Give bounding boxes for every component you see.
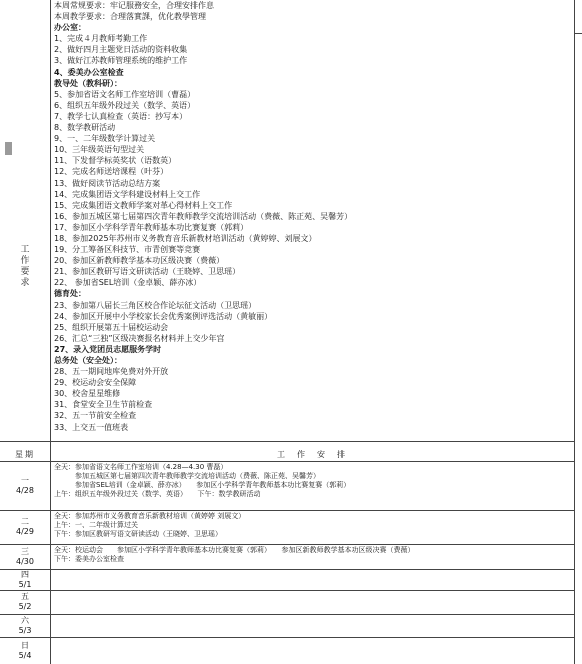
requirement-item: 32、五一节前安全检查 bbox=[54, 411, 137, 421]
day-label bbox=[0, 476, 50, 496]
requirement-item: 2、做好四月主题党日活动的资料收集 bbox=[54, 45, 188, 55]
requirement-item: 13、做好阅读节活动总结方案 bbox=[54, 178, 161, 188]
day-date: 5/1 bbox=[18, 580, 32, 589]
day-date: 4/30 bbox=[16, 556, 34, 566]
arrangement-line: 全天：校运动会 参加区小学科学青年教师基本功比赛复赛（郭莉） 参加区新教师教学基本功区级决赛（费薇） bbox=[54, 546, 415, 554]
requirement-item: 29、校运动会安全保障 bbox=[54, 378, 137, 388]
requirement-item: 31、食堂安全卫生节前检查 bbox=[54, 400, 153, 410]
day-date: 5/4 bbox=[18, 650, 32, 660]
requirement-item: 8、数学教研活动 bbox=[54, 123, 116, 133]
requirement-item: 11、下发督学标英奖状（语数英） bbox=[54, 156, 177, 166]
requirement-item: 28、五一期间地库免费对外开放 bbox=[54, 367, 169, 377]
requirement-item: 1、完成４月教师考勤工作 bbox=[54, 34, 148, 44]
weekday: 二 bbox=[21, 517, 29, 526]
requirements-label-char: 工 bbox=[20, 245, 30, 255]
row-divider bbox=[0, 614, 574, 615]
arrangement-line: 上午：组织五年级外段过关（数学、英语） 下午：数学教研活动 bbox=[54, 490, 261, 498]
day-date: 4/28 bbox=[16, 485, 34, 495]
requirements-label-char: 求 bbox=[20, 278, 30, 288]
header-work: 工 作 安 排 bbox=[277, 450, 347, 459]
day-label bbox=[0, 641, 50, 661]
day-arrangements bbox=[54, 463, 569, 499]
requirement-item: 16、参加五城区第七届第四次青年教师教学交流培训活动（费薇、陈正苑、吴馨芳） bbox=[54, 211, 353, 221]
weekday: 一 bbox=[21, 475, 29, 485]
day-date: 5/2 bbox=[18, 602, 32, 611]
requirement-heading: 总务处（安全处）： bbox=[54, 356, 122, 365]
requirement-item: 12、完成名师送培课程（叶芬） bbox=[54, 167, 169, 177]
arrangement-line: 下午：参加区教研写语文研读活动（王晓婷、卫思瑶） bbox=[54, 530, 222, 538]
requirement-item: 20、参加区新教师教学基本功区级决赛（费薇） bbox=[54, 256, 225, 266]
requirement-item: 本周常规要求：牢记服務安全，合理安排作息 bbox=[54, 1, 214, 10]
requirement-item: 本周教学要求：合理落實課，优化教學管理 bbox=[54, 12, 206, 22]
arrangement-line: 下午：委美办公室检查 bbox=[54, 555, 124, 563]
requirement-item: 17、参加区小学科学青年教师基本功比赛复赛（郭莉） bbox=[54, 222, 249, 232]
requirements-list bbox=[54, 0, 554, 433]
row-divider bbox=[0, 510, 574, 511]
weekday: 四 bbox=[21, 570, 29, 579]
requirement-item: 18、参加2025年苏州市义务教育音乐新教材培训活动（黄婷婷、刘展文） bbox=[54, 233, 317, 243]
requirement-item: 22、 参加省SEL培训（金卓颖、薛亦冰） bbox=[54, 278, 202, 288]
row-divider bbox=[0, 637, 574, 638]
requirements-label-char: 作 bbox=[20, 256, 30, 266]
requirement-item: 14、完成集团语文学科建设材料上交工作 bbox=[54, 189, 201, 199]
requirement-item: 33、上交五一值班表 bbox=[54, 422, 129, 432]
requirement-heading: 教导处（教科研）： bbox=[54, 78, 122, 88]
requirement-item: 19、分工筹备区科技节、市青创赛等竞赛 bbox=[54, 245, 201, 255]
requirement-item: 6、组织五年级外段过关（数学、英语） bbox=[54, 100, 196, 110]
arrangement-line: 上午：一、二年级计算过关 bbox=[54, 521, 138, 529]
requirements-label-char: 要 bbox=[20, 267, 30, 277]
requirement-item: 7、教学七认真检查（英语：抄写本） bbox=[54, 111, 188, 121]
requirement-item: 25、组织开展第五十届校运动会 bbox=[54, 322, 169, 332]
day-arrangements bbox=[54, 512, 569, 539]
requirement-item: 3、做好江苏教师管理系统的维护工作 bbox=[54, 56, 188, 66]
requirement-heading: 办公室： bbox=[54, 23, 86, 33]
requirement-item: 23、参加第八届长三角区校合作论坛征文活动（卫思瑶） bbox=[54, 300, 257, 310]
row-marker bbox=[5, 142, 12, 155]
requirement-item: 30、校舍星星维修 bbox=[54, 389, 121, 399]
arrangement-line: 参加五城区第七届第四次青年教师教学交流培训活动（费薇、陈正苑、吴馨芳） bbox=[54, 472, 320, 480]
day-date: 4/29 bbox=[16, 527, 34, 536]
requirement-heading: 德育处： bbox=[54, 289, 86, 299]
arrangement-line: 全天：参加苏州市义务教育音乐新教材培训（黄婷婷 刘展文） bbox=[54, 512, 246, 520]
arrangement-line: 全天：参加省语文名师工作室培训（4.28—4.30 曹磊） bbox=[54, 463, 228, 471]
day-label bbox=[0, 570, 50, 590]
weekday: 六 bbox=[21, 615, 29, 625]
weekday: 三 bbox=[21, 546, 29, 556]
section-divider bbox=[0, 441, 574, 442]
row-divider bbox=[0, 590, 574, 591]
requirement-heading: 4、委美办公室检查 bbox=[54, 67, 124, 77]
requirement-item: 15、完成集团语文教师学案对革心得材料上交工作 bbox=[54, 200, 233, 210]
row-divider bbox=[0, 569, 574, 570]
header-date: 星期 bbox=[15, 450, 35, 459]
weekday: 五 bbox=[21, 592, 29, 601]
row-divider bbox=[0, 544, 574, 545]
requirement-item: 5、参加省语文名师工作室培训（曹磊） bbox=[54, 89, 196, 99]
arrangement-line: 参加省SEL培训（金卓颖、薛亦冰） 参加区小学科学青年教师基本功比赛复赛（郭莉） bbox=[54, 481, 351, 489]
day-label bbox=[0, 592, 50, 612]
day-label bbox=[0, 517, 50, 537]
day-date: 5/3 bbox=[18, 625, 32, 635]
requirement-item: 26、汇总“三独”区级决赛报名材料并上交少年宫 bbox=[54, 333, 225, 343]
requirement-item: 21、参加区教研写语文研读活动（王晓婷、卫思瑶） bbox=[54, 267, 241, 277]
requirement-item: 10、三年级英语句型过关 bbox=[54, 145, 145, 155]
header-divider bbox=[0, 461, 574, 462]
weekday: 日 bbox=[21, 640, 29, 650]
day-label bbox=[0, 616, 50, 636]
requirement-item: 24、参加区开展中小学校家长会优秀案例评选活动（黄敏丽） bbox=[54, 311, 273, 321]
requirements-label bbox=[0, 245, 50, 289]
scroll-tick bbox=[574, 33, 582, 34]
day-label bbox=[0, 547, 50, 567]
day-arrangements bbox=[54, 546, 569, 564]
column-divider bbox=[50, 0, 51, 664]
requirement-heading: 27、录入党团员志愿服务学时 bbox=[54, 344, 162, 354]
requirement-item: 9、一、二年级数学计算过关 bbox=[54, 134, 156, 144]
